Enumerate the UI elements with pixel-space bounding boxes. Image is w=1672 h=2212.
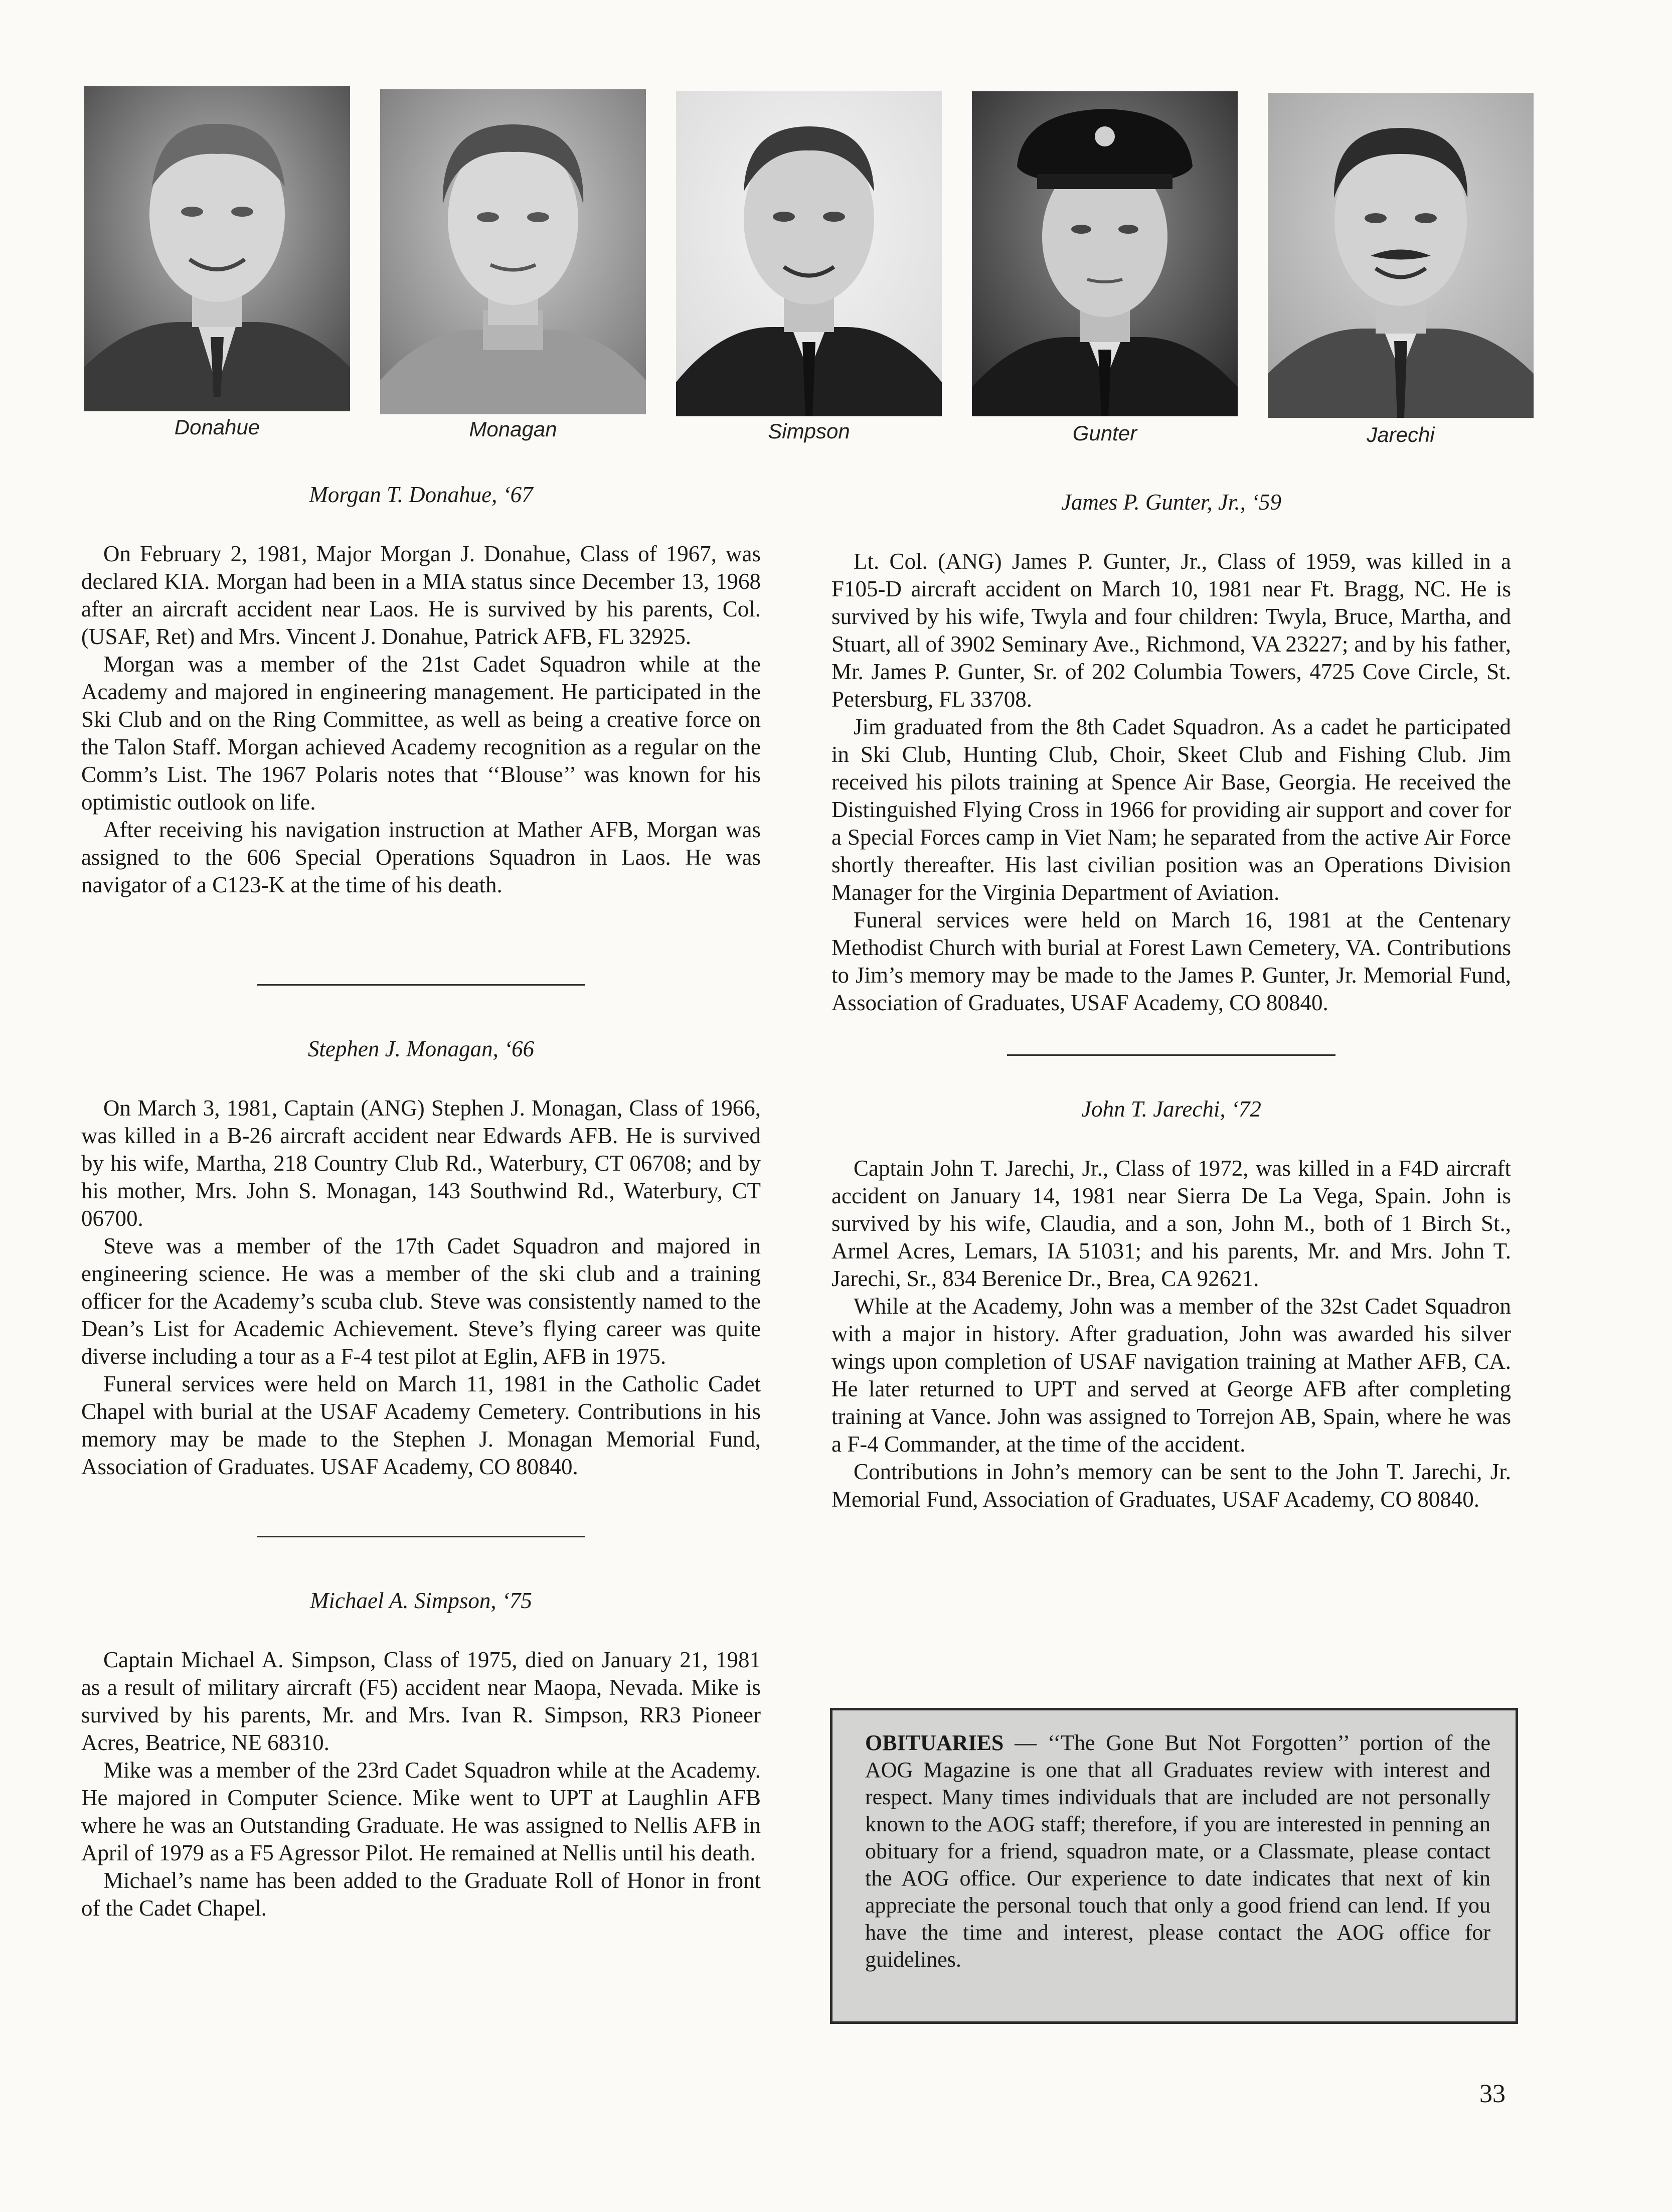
left-column	[81, 482, 761, 1922]
obituaries-notice-box	[830, 1708, 1518, 2024]
obituary-heading: Stephen J. Monagan, ‘66	[307, 1036, 535, 1061]
obituary-heading: John T. Jarechi, ‘72	[1081, 1096, 1261, 1122]
portrait-photo-monagan	[380, 89, 646, 414]
portrait-photo-donahue	[84, 86, 350, 411]
obituary-paragraph: After receiving his navigation instruction at Mather AFB, Morgan was assigned to the 606 Special Operations Squadron in Laos. He was navigator of a C123-K at the time of his death.	[81, 817, 761, 897]
obituary-paragraph: Jim graduated from the 8th Cadet Squadron. As a cadet he participated in Ski Club, Hunting Club, Choir, Skeet Club and Fishing Club. Jim received his pilots training at Spence Air Base, Georgia. He received the Distinguished Flying Cross in 1966 for providing air support and cover for a Special Forces camp in Viet Nam; he separated from the active Air Force shortly thereafter. His last civilian position was an Operations Division Manager for the Virginia Department of Aviation.	[831, 714, 1511, 905]
obituary-simpson	[81, 1588, 761, 1922]
obituary-paragraph: Funeral services were held on March 11, 1981 in the Catholic Cadet Chapel with burial at the USAF Academy Cemetery. Contributions in his memory may be made to the Stephen J. Monagan Memorial Fund, Association of Graduates. USAF Academy, CO 80840.	[81, 1371, 761, 1479]
obituary-paragraph: Lt. Col. (ANG) James P. Gunter, Jr., Class of 1959, was killed in a F105-D aircraft accident on March 10, 1981 near Ft. Bragg, NC. He is survived by his wife, Twyla and four children: Twyla, Bruce, Martha, and Stuart, all of 3902 Seminary Ave., Richmond, VA 23227; and by his father, Mr. James P. Gunter, Sr. of 202 Columbia Towers, 4725 Cove Circle, St. Petersburg, FL 33708.	[831, 549, 1511, 712]
obituary-gunter	[831, 489, 1511, 1017]
obituary-heading: Michael A. Simpson, ‘75	[310, 1588, 532, 1613]
obituary-paragraph: Steve was a member of the 17th Cadet Squadron and majored in engineering science. He was a member of the ski club and a training officer for the Academy’s scuba club. Steve was consistently named to the Dean’s List for Academic Achievement. Steve’s flying career was quite diverse including a tour as a F-4 test pilot at Eglin, AFB in 1975.	[81, 1233, 761, 1369]
obituary-paragraph: Michael’s name has been added to the Graduate Roll of Honor in front of the Cadet Chapel.	[81, 1868, 761, 1921]
obituary-paragraph: On February 2, 1981, Major Morgan J. Donahue, Class of 1967, was declared KIA. Morgan had been in a MIA status since December 13, 1968 after an aircraft accident near Laos. He is survived by his parents, Col. (USAF, Ret) and Mrs. Vincent J. Donahue, Patrick AFB, FL 32925.	[81, 541, 761, 649]
photo-caption: Jarechi	[1367, 423, 1435, 446]
notice-text	[865, 1729, 1490, 1973]
obituary-paragraph: Funeral services were held on March 16, 1981 at the Centenary Methodist Church with burial at Forest Lawn Cemetery, VA. Contributions to Jim’s memory may be made to the James P. Gunter, Jr. Memorial Fund, Association of Graduates, USAF Academy, CO 80840.	[831, 907, 1511, 1015]
page-number: 33	[1479, 2080, 1506, 2108]
photo-caption: Donahue	[174, 415, 260, 439]
section-divider	[257, 1536, 585, 1537]
obituary-paragraph: Captain Michael A. Simpson, Class of 1975, died on January 21, 1981 as a result of military aircraft (F5) accident near Maopa, Nevada. Mike is survived by his parents, Mr. and Mrs. Ivan R. Simpson, RR3 Pioneer Acres, Beatrice, NE 68310.	[81, 1647, 761, 1755]
obituary-jarechi	[831, 1096, 1511, 1513]
obituary-paragraph: On March 3, 1981, Captain (ANG) Stephen J. Monagan, Class of 1966, was killed in a B-26 aircraft accident near Edwards AFB. He is survived by his wife, Martha, 218 Country Club Rd., Waterbury, CT 06708; and by his mother, Mrs. John S. Monagan, 143 Southwind Rd., Waterbury, CT 06700.	[81, 1095, 761, 1231]
obituary-paragraph: Contributions in John’s memory can be sent to the John T. Jarechi, Jr. Memorial Fund, Association of Graduates, USAF Academy, CO 80840.	[831, 1459, 1511, 1512]
section-divider	[1007, 1054, 1335, 1056]
portrait-photo-gunter	[972, 91, 1238, 416]
obituary-heading: Morgan T. Donahue, ‘67	[309, 482, 533, 507]
obituary-monagan	[81, 1036, 761, 1481]
portrait-photo-jarechi	[1268, 93, 1534, 418]
notice-body: — ‘‘The Gone But Not Forgotten’’ portion of the AOG Magazine is one that all Graduates review with interest and respect. Many times individuals that are included are not personally known to the AOG staff; therefore, if you are interested in penning an obituary for a friend, squadron mate, or a Classmate, please contact the AOG office. Our experience to date indicates that next of kin appreciate the personal touch that only a good friend can lend. If you have the time and interest, please contact the AOG office for guidelines.	[865, 1730, 1490, 1972]
obituary-paragraph: Mike was a member of the 23rd Cadet Squadron while at the Academy. He majored in Computer Science. Mike went to UPT at Laughlin AFB where he was an Outstanding Graduate. He was assigned to Nellis AFB in April of 1979 as a F5 Agressor Pilot. He remained at Nellis until his death.	[81, 1758, 761, 1865]
obituary-paragraph: While at the Academy, John was a member of the 32st Cadet Squadron with a major in history. After graduation, John was awarded his silver wings upon completion of USAF navigation training at Mather AFB, CA. He later returned to UPT and served at George AFB after completing training at Vance. John was assigned to Torrejon AB, Spain, where he was a F-4 Commander, at the time of the accident.	[831, 1294, 1511, 1457]
photo-caption: Simpson	[768, 419, 850, 443]
photo-caption: Gunter	[1072, 421, 1137, 445]
photo-caption: Monagan	[469, 417, 557, 441]
obituary-heading: James P. Gunter, Jr., ‘59	[1061, 490, 1282, 515]
right-column	[831, 489, 1511, 1513]
notice-title: OBITUARIES	[865, 1730, 1004, 1755]
obituary-donahue	[81, 482, 761, 899]
obituary-paragraph: Captain John T. Jarechi, Jr., Class of 1972, was killed in a F4D aircraft accident on January 14, 1981 near Sierra De La Vega, Spain. John is survived by his wife, Claudia, and a son, John M., both of 1 Birch St., Armel Acres, Lemars, IA 51031; and his parents, Mr. and Mrs. John T. Jarechi, Sr., 834 Berenice Dr., Brea, CA 92621.	[831, 1156, 1511, 1291]
section-divider	[257, 984, 585, 986]
obituary-paragraph: Morgan was a member of the 21st Cadet Squadron while at the Academy and majored in engineering management. He participated in the Ski Club and on the Ring Committee, as well as being a creative force on the Talon Staff. Morgan achieved Academy recognition as a regular on the Comm’s List. The 1967 Polaris notes that ‘‘Blouse’’ was known for his optimistic outlook on life.	[81, 652, 761, 815]
portrait-photo-simpson	[676, 91, 942, 416]
